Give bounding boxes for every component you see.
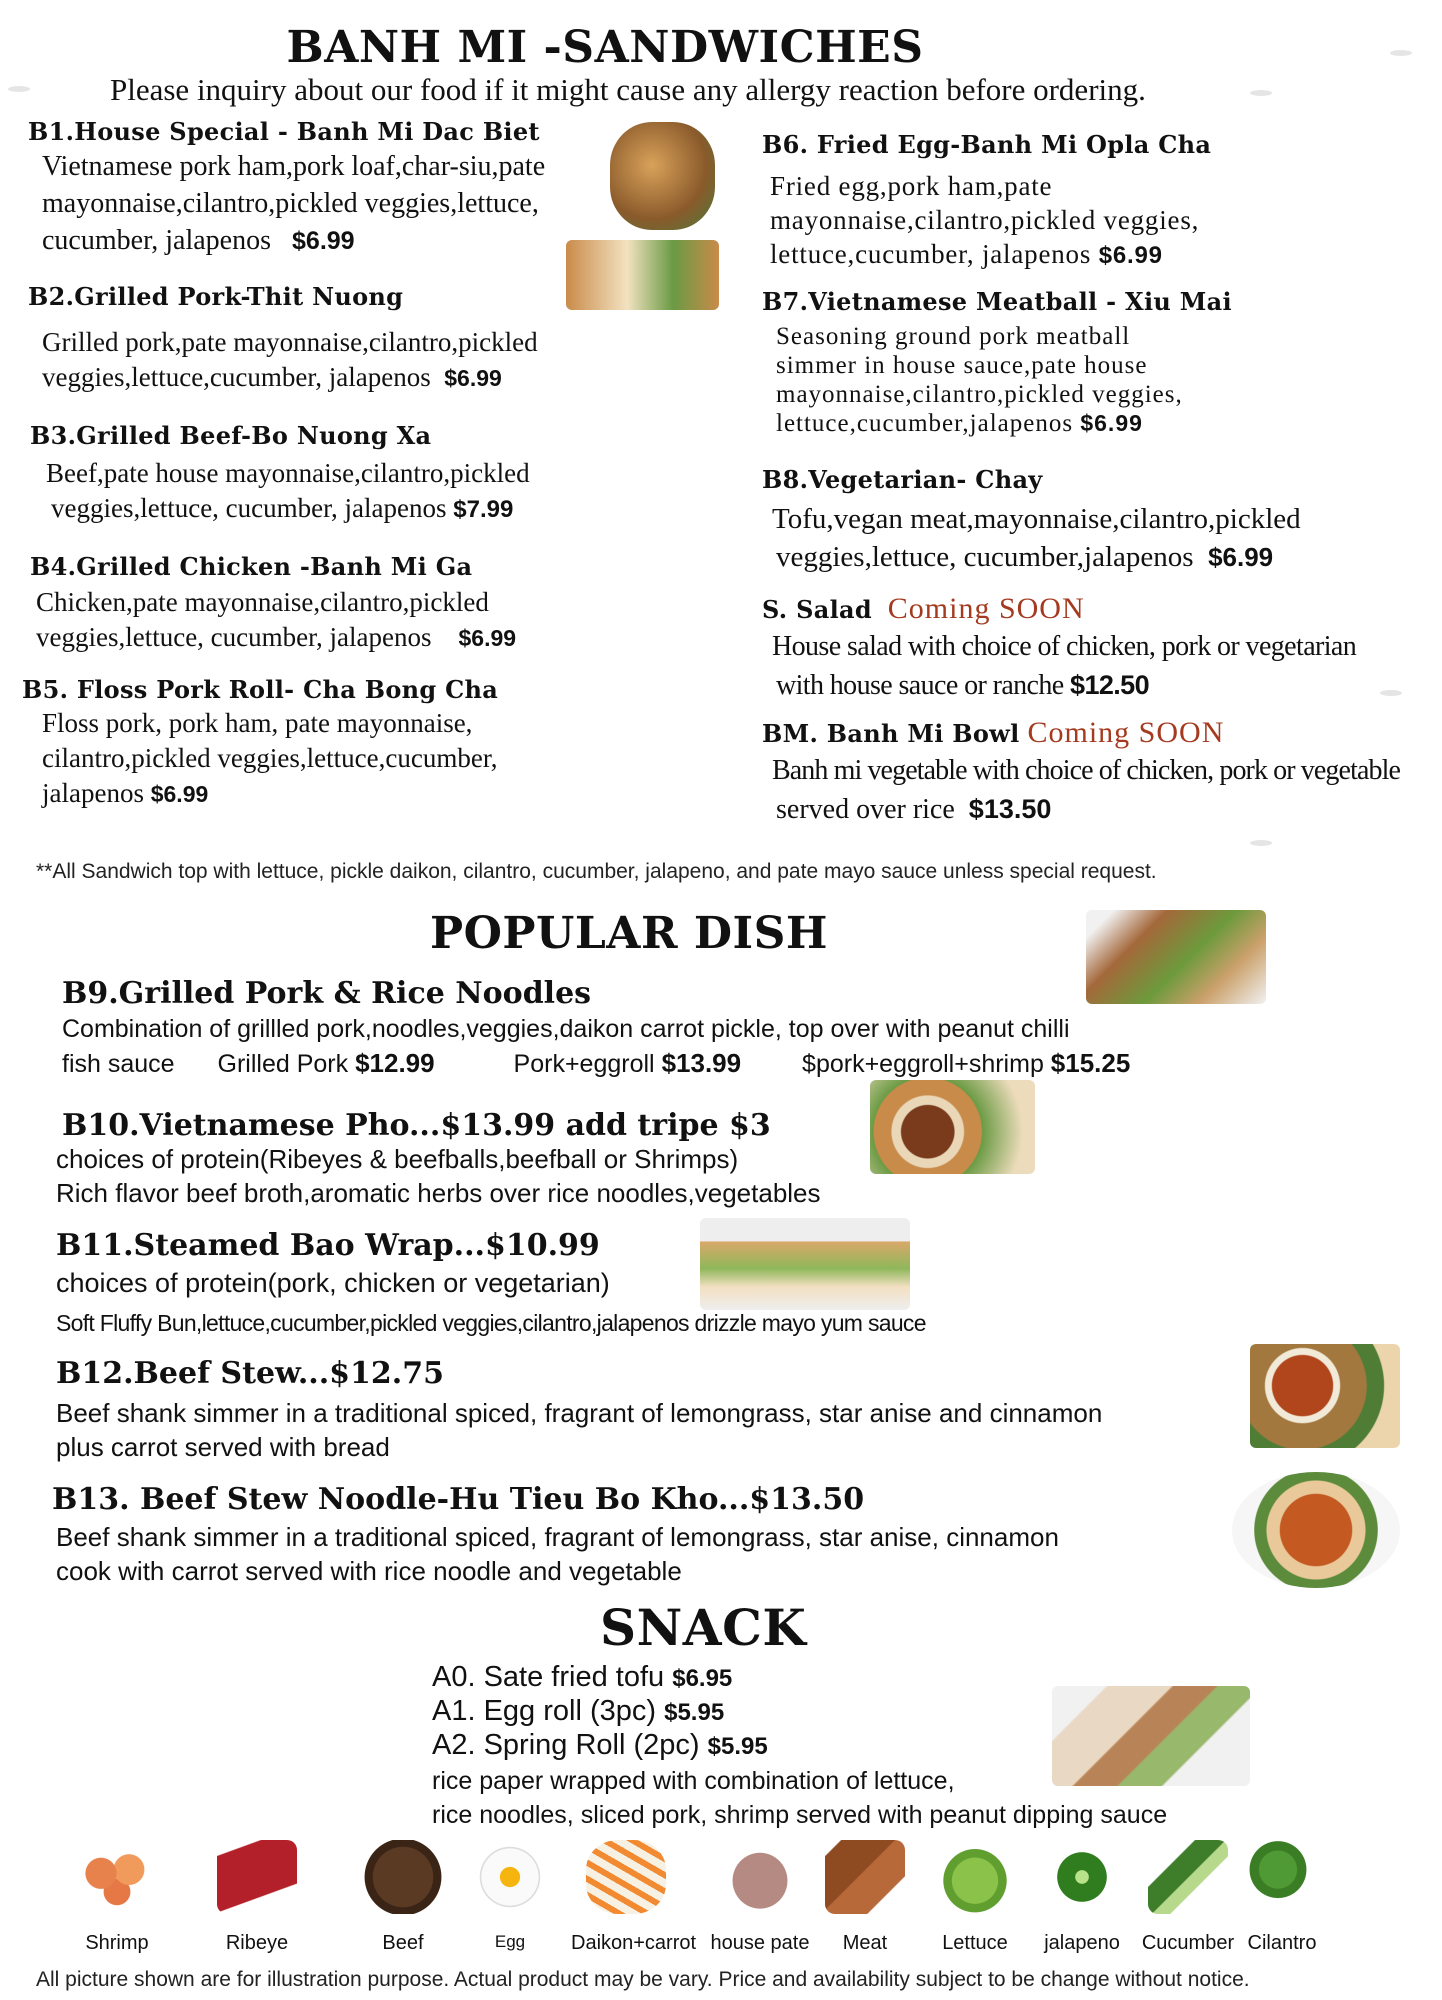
snack-a2-desc1: rice paper wrapped with combination of lettuce, (432, 1767, 955, 1795)
snack-label: A0. Sate fried tofu (432, 1661, 665, 1693)
ingredient-egg (455, 1840, 565, 1952)
pate-icon (720, 1840, 800, 1914)
lettuce-icon (935, 1840, 1015, 1914)
item-desc-line: veggies,lettuce,cucumber, jalapenos (42, 362, 431, 392)
item-price: $6.99 (444, 365, 502, 391)
shrimp-icon (77, 1840, 157, 1914)
option-price: $13.99 (661, 1048, 742, 1078)
option-label: Pork+eggroll (513, 1050, 655, 1078)
popular-item-b9-options (62, 1046, 1130, 1081)
snack-label: A2. Spring Roll (2pc) (432, 1729, 700, 1761)
egg-icon (470, 1840, 550, 1914)
popular-item-b10-title: B10.Vietnamese Pho...$13.99 add tripe $3 (62, 1108, 771, 1143)
item-desc-line: Banh mi vegetable with choice of chicken, pork or vegetable (772, 755, 1400, 786)
popular-item-b13-title: B13. Beef Stew Noodle-Hu Tieu Bo Kho...$13.50 (52, 1482, 865, 1517)
item-desc-line: jalapenos (42, 778, 144, 808)
item-title: B1.House Special - Banh Mi Dac Biet (28, 117, 540, 146)
option-price: $12.99 (355, 1048, 435, 1078)
item-price: $6.99 (150, 781, 209, 807)
section-title-banh-mi: BANH MI -SANDWICHES (286, 22, 924, 73)
disclaimer: All picture shown are for illustration purpose. Actual product may be vary. Price and availability subject to be change without notice. (36, 1968, 1250, 1991)
ingredient-cilantro (1227, 1840, 1337, 1955)
ingredient-meat (810, 1840, 920, 1955)
item-desc-line: mayonnaise,cilantro,pickled veggies,lettuce, (42, 188, 539, 219)
decor-drop (1390, 50, 1412, 56)
ingredient-label: Cilantro (1247, 1932, 1317, 1954)
ingredient-label: Shrimp (85, 1932, 149, 1954)
item-desc-line: veggies,lettuce, cucumber, jalapenos (51, 493, 447, 523)
ingredient-label: Beef (382, 1932, 424, 1954)
menu-item-b8 (762, 465, 1422, 576)
menu-item-salad (762, 592, 1422, 705)
snack-label: A1. Egg roll (3pc) (432, 1695, 657, 1727)
decor-drop (8, 86, 30, 92)
snack-a2-desc2: rice noodles, sliced pork, shrimp served with peanut dipping sauce (432, 1801, 1168, 1829)
ingredient-label: Egg (494, 1932, 526, 1951)
decor-drop (1250, 90, 1272, 96)
bao-wrap-photo (700, 1218, 910, 1310)
option-label: Grilled Pork (217, 1050, 349, 1078)
snack-item-a0 (432, 1660, 732, 1696)
item-title: BM. Banh Mi Bowl (762, 719, 1020, 748)
item-desc-line: simmer in house sauce,pate house (776, 352, 1148, 379)
popular-item-b10-desc2: Rich flavor beef broth,aromatic herbs over rice noodles,vegetables (56, 1178, 821, 1208)
item-price: $13.50 (968, 794, 1052, 824)
popular-item-b13-desc1: Beef shank simmer in a traditional spiced, fragrant of lemongrass, star anise, cinnamon (56, 1522, 1059, 1552)
ingredient-shrimp (62, 1840, 172, 1955)
ingredient-label: jalapeno (1044, 1932, 1120, 1954)
ingredient-label: Cucumber (1141, 1932, 1235, 1954)
snack-price: $6.95 (672, 1665, 733, 1692)
menu-item-b7 (762, 287, 1422, 438)
item-price: $6.99 (1080, 410, 1143, 436)
allergy-note: Please inquiry about our food if it might cause any allergy reaction before ordering. (110, 72, 1146, 107)
item-title: B8.Vegetarian- Chay (762, 465, 1043, 494)
ingredient-beef (348, 1840, 458, 1955)
popular-item-b9-desc: Combination of grillled pork,noodles,veggies,daikon carrot pickle, top over with peanut chilli (62, 1015, 1070, 1043)
item-desc-line: Tofu,vegan meat,mayonnaise,cilantro,pickled (772, 503, 1301, 535)
popular-item-b11-desc2: Soft Fluffy Bun,lettuce,cucumber,pickled veggies,cilantro,jalapenos drizzle mayo yum sauce (56, 1310, 926, 1336)
ingredient-ribeye (202, 1840, 312, 1955)
item-price: $6.99 (1208, 542, 1274, 572)
snack-item-a2 (432, 1728, 768, 1764)
snack-item-a1 (432, 1694, 724, 1730)
item-title: B7.Vietnamese Meatball - Xiu Mai (762, 287, 1232, 316)
item-desc-line: cucumber, jalapenos (42, 225, 272, 256)
item-desc-line: lettuce,cucumber, jalapenos (770, 239, 1092, 269)
menu-item-b5 (22, 675, 662, 812)
cilantro-icon (1242, 1840, 1322, 1914)
item-price: $6.99 (1098, 242, 1163, 269)
jalapeno-icon (1042, 1840, 1122, 1914)
item-desc-line: fish sauce (62, 1050, 175, 1078)
menu-item-b3 (30, 421, 630, 527)
item-title: S. Salad (762, 595, 872, 624)
snack-price: $5.95 (664, 1699, 725, 1726)
pho-photo (870, 1080, 1035, 1174)
item-desc-line: served over rice (776, 794, 955, 825)
beef-stew-photo (1250, 1344, 1400, 1448)
snack-price: $5.95 (707, 1733, 768, 1760)
item-desc-line: with house sauce or ranche (776, 670, 1064, 701)
coming-soon-badge: Coming SOON (887, 592, 1085, 625)
popular-item-b12-desc2: plus carrot served with bread (56, 1432, 390, 1462)
ingredient-label: Daikon+carrot (571, 1932, 697, 1954)
section-title-snack: SNACK (600, 1598, 807, 1657)
beef-icon (363, 1840, 443, 1914)
cucumber-icon (1148, 1840, 1228, 1914)
item-desc-line: Vietnamese pork ham,pork loaf,char-siu,pate (42, 151, 546, 182)
ingredient-label: house pate (710, 1932, 810, 1954)
popular-item-b10-desc1: choices of protein(Ribeyes & beefballs,beefball or Shrimps) (56, 1144, 739, 1174)
menu-item-b4 (30, 552, 670, 656)
item-desc-line: Beef,pate house mayonnaise,cilantro,pickled (46, 458, 530, 488)
ingredient-daikon-carrot (571, 1840, 697, 1955)
beef-stew-noodle-photo (1232, 1472, 1400, 1588)
menu-item-b2 (28, 282, 628, 396)
sandwich-footnote: **All Sandwich top with lettuce, pickle daikon, cilantro, cucumber, jalapeno, and pate mayo sauce unless special request. (36, 860, 1157, 883)
meat-icon (825, 1840, 905, 1914)
option-label: $pork+eggroll+shrimp (802, 1050, 1044, 1078)
item-title: B3.Grilled Beef-Bo Nuong Xa (30, 421, 432, 450)
option-price: $15.25 (1050, 1048, 1131, 1078)
item-desc-line: House salad with choice of chicken, pork or vegetarian (772, 631, 1357, 662)
menu-item-b1 (28, 117, 628, 260)
item-desc-line: Fried egg,pork ham,pate (770, 171, 1053, 201)
item-desc-line: lettuce,cucumber,jalapenos (776, 410, 1074, 437)
item-title: B5. Floss Pork Roll- Cha Bong Cha (22, 675, 499, 704)
item-desc-line: mayonnaise,cilantro,pickled veggies, (776, 381, 1183, 408)
ingredient-jalapeno (1027, 1840, 1137, 1955)
item-price: $7.99 (453, 496, 514, 523)
item-title: B4.Grilled Chicken -Banh Mi Ga (30, 552, 473, 581)
section-title-popular: POPULAR DISH (430, 908, 828, 959)
item-desc-line: Seasoning ground pork meatball (776, 323, 1131, 350)
banh-mi-photo (610, 122, 715, 230)
coming-soon-badge: Coming SOON (1027, 716, 1225, 749)
popular-item-b13-desc2: cook with carrot served with rice noodle and vegetable (56, 1556, 682, 1586)
spring-roll-photo (1052, 1686, 1250, 1786)
ingredient-lettuce (920, 1840, 1030, 1955)
item-price: $6.99 (458, 625, 517, 651)
daikon-carrot-icon (586, 1840, 666, 1914)
menu-item-b6 (762, 130, 1402, 273)
popular-item-b12-title: B12.Beef Stew...$12.75 (56, 1356, 444, 1391)
popular-item-b9-title: B9.Grilled Pork & Rice Noodles (62, 976, 592, 1011)
decor-drop (1250, 840, 1272, 846)
popular-item-b11-title: B11.Steamed Bao Wrap...$10.99 (56, 1228, 600, 1263)
item-title: B6. Fried Egg-Banh Mi Opla Cha (762, 130, 1212, 159)
item-title: B2.Grilled Pork-Thit Nuong (28, 282, 404, 311)
popular-item-b12-desc1: Beef shank simmer in a traditional spiced, fragrant of lemongrass, star anise and cinnamon (56, 1398, 1103, 1428)
item-desc-line: Floss pork, pork ham, pate mayonnaise, (42, 708, 473, 738)
ingredient-label: Meat (842, 1932, 888, 1954)
grilled-pork-photo (1086, 910, 1266, 1004)
item-price: $6.99 (292, 227, 355, 255)
item-desc-line: mayonnaise,cilantro,pickled veggies, (770, 205, 1200, 235)
menu-item-banh-mi-bowl (762, 716, 1432, 829)
ingredient-house-pate (705, 1840, 815, 1955)
item-desc-line: Chicken,pate mayonnaise,cilantro,pickled (36, 587, 489, 617)
item-desc-line: Grilled pork,pate mayonnaise,cilantro,pickled (42, 327, 538, 357)
ingredient-label: Ribeye (225, 1932, 289, 1954)
item-desc-line: veggies,lettuce, cucumber, jalapenos (36, 622, 432, 652)
ingredient-label: Lettuce (942, 1932, 1008, 1954)
popular-item-b11-desc1: choices of protein(pork, chicken or vegetarian) (56, 1268, 610, 1298)
item-price: $12.50 (1070, 670, 1150, 700)
ribeye-icon (217, 1840, 297, 1914)
item-desc-line: veggies,lettuce, cucumber,jalapenos (776, 541, 1194, 573)
item-desc-line: cilantro,pickled veggies,lettuce,cucumber, (42, 743, 498, 773)
